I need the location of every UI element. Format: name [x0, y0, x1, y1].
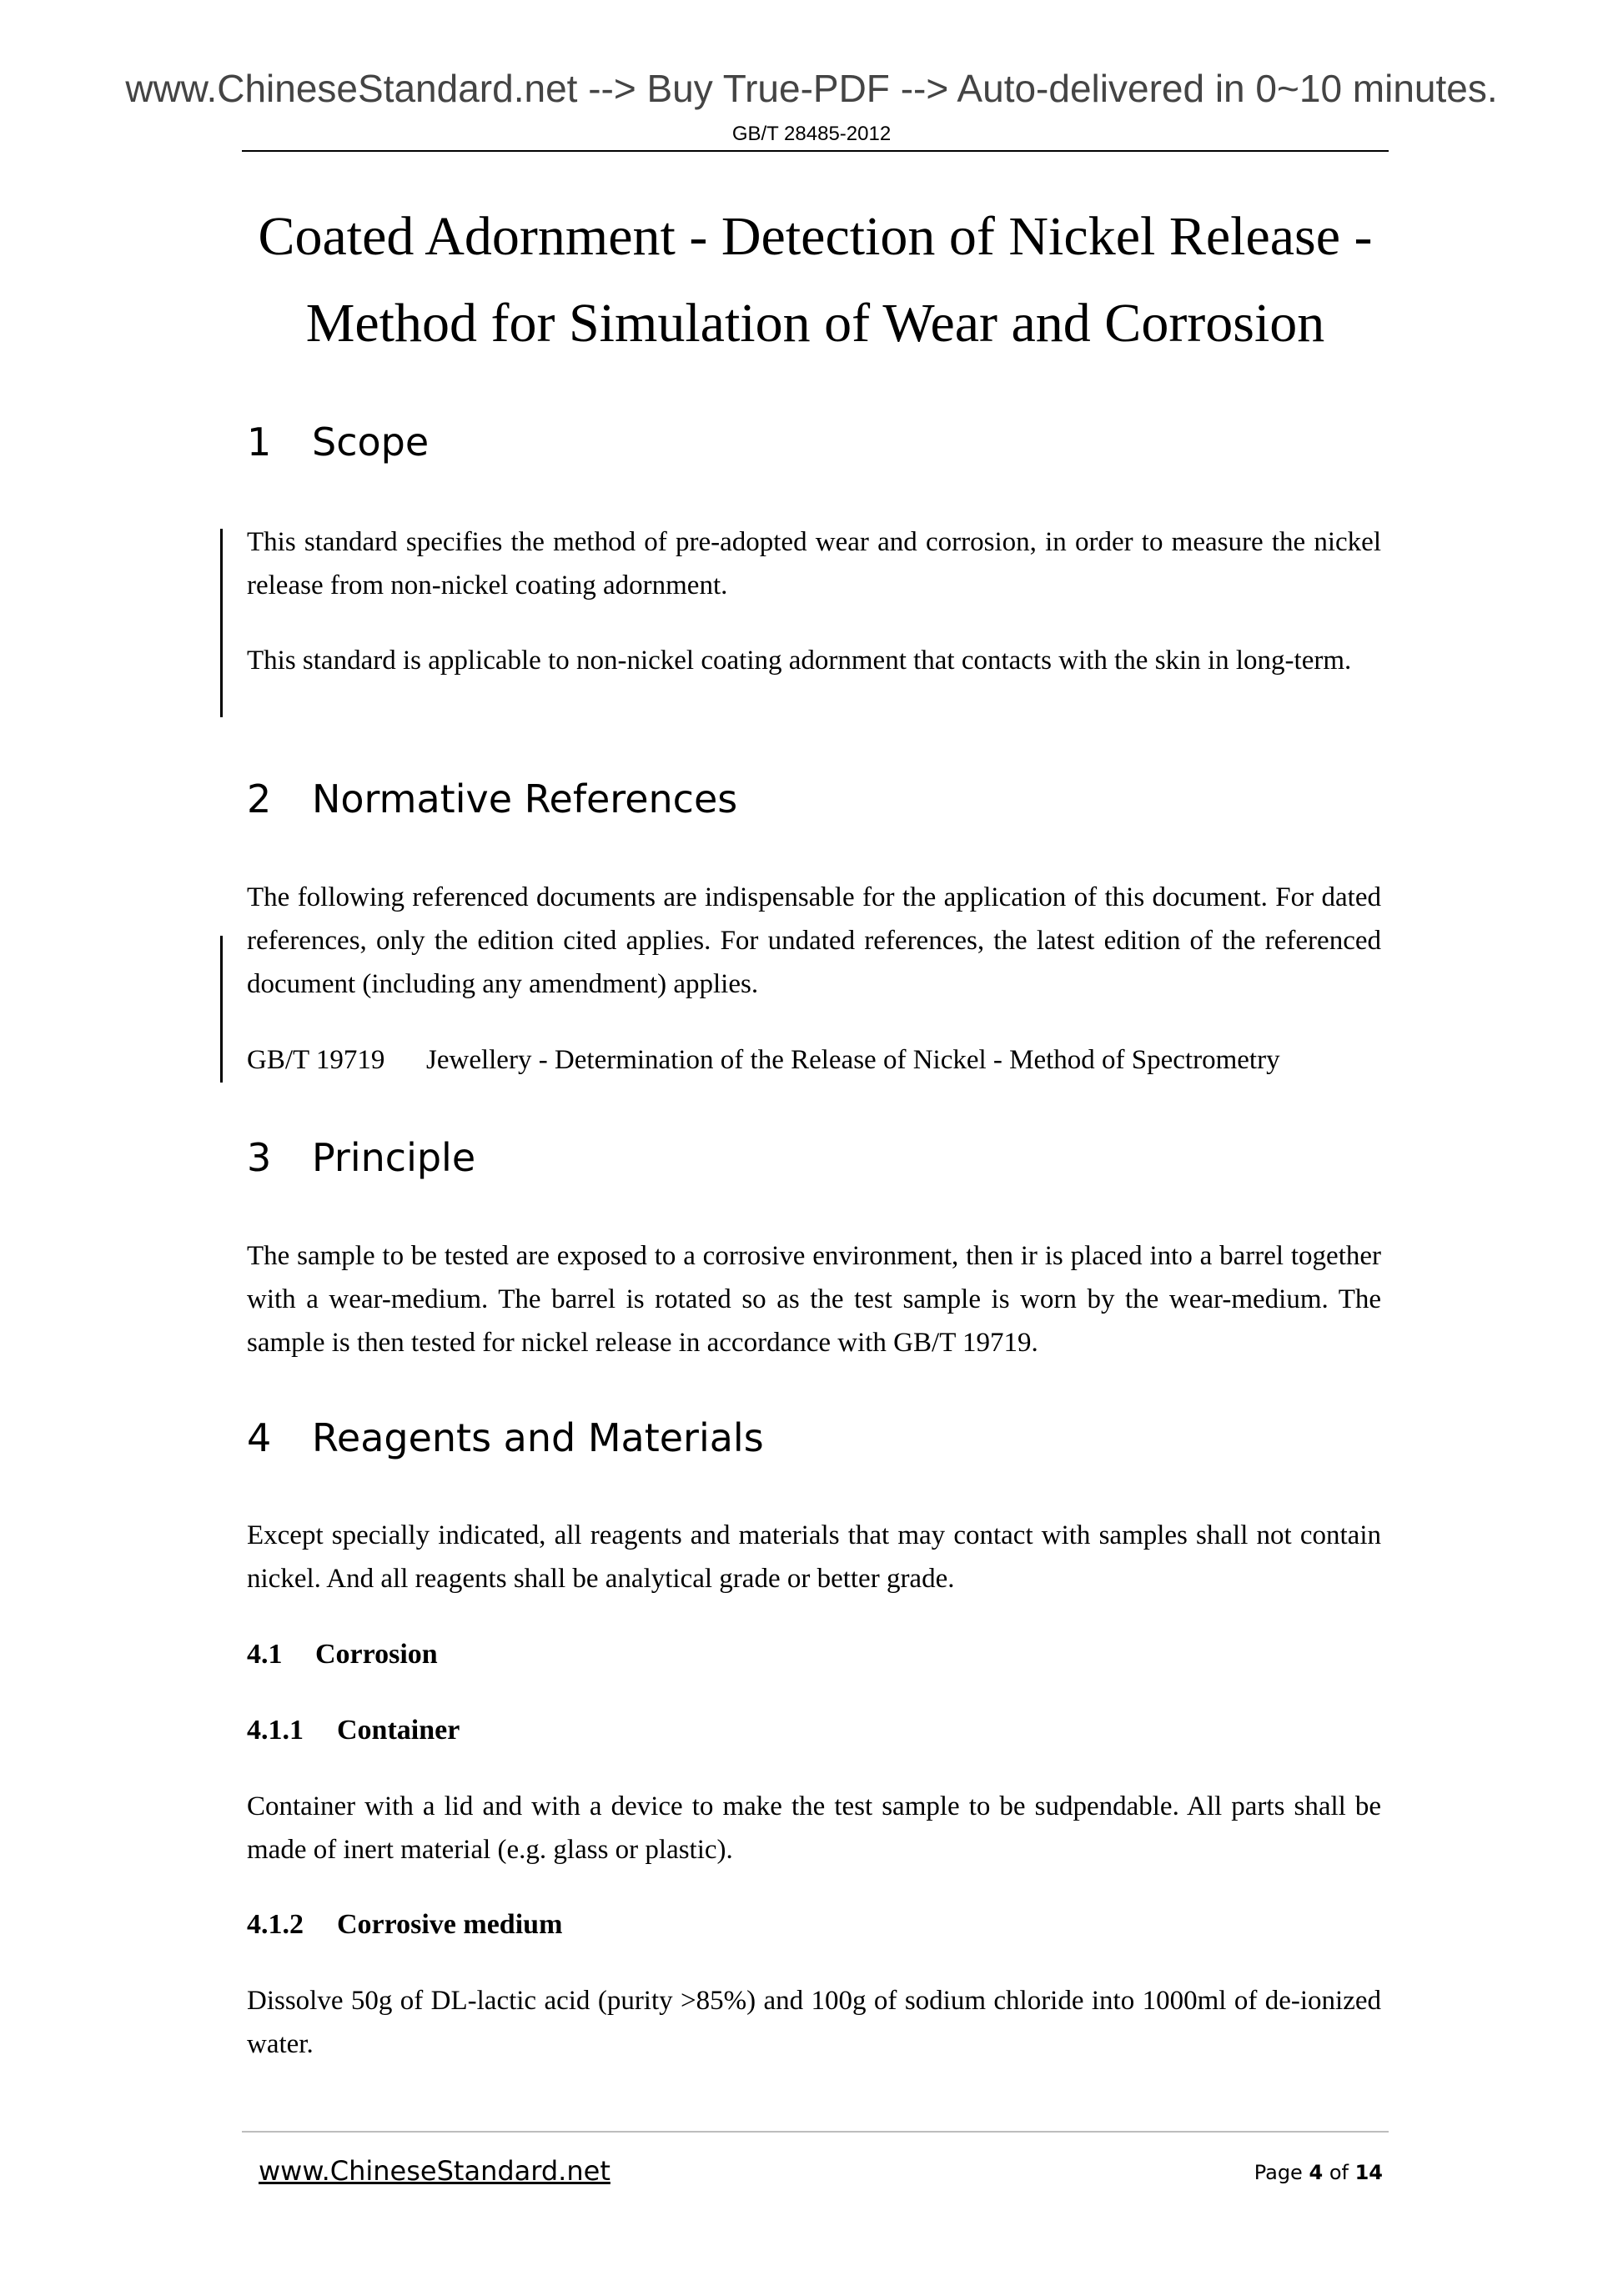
footer-divider [242, 2131, 1389, 2133]
standard-code: GB/T 28485-2012 [731, 123, 892, 145]
section-title: Normative References [312, 776, 738, 821]
reference-title: Jewellery - Determination of the Release of Nickel - Method of Spectrometry [426, 1045, 1280, 1075]
change-bar [220, 529, 223, 717]
section-number: 4 [247, 1415, 272, 1460]
section-number: 1 [247, 420, 272, 465]
subsection-title: Corrosive medium [337, 1909, 563, 1940]
section-number: 2 [247, 776, 272, 821]
page-current: 4 [1309, 2161, 1324, 2184]
promo-banner: www.ChineseStandard.net --> Buy True-PDF --> Auto-delivered in 0~10 minutes. [125, 67, 1498, 110]
subsection-number: 4.1.2 [247, 1909, 304, 1940]
change-bar [220, 936, 223, 1083]
subsection-title: Corrosion [315, 1639, 438, 1670]
footer-website-link[interactable]: www.ChineseStandard.net [259, 2155, 611, 2187]
reagents-paragraph: Except specially indicated, all reagents and materials that may contact with samples shall not contain nickel. And all reagents shall be analytical grade or better grade. [247, 1520, 1381, 1594]
subsection-number: 4.1 [247, 1639, 283, 1670]
title-line-1: Coated Adornment - Detection of Nickel Release - [258, 206, 1373, 267]
scope-paragraph-1: This standard specifies the method of pre-adopted wear and corrosion, in order to measure the nickel release from non-nickel coating adornment. [247, 527, 1381, 600]
principle-paragraph: The sample to be tested are exposed to a corrosive environment, then ir is placed into a barrel together with a wear-medium. The barrel is rotated so as the test sample is worn by the wear-medium. The sample is then tested for nickel release in accordance with GB/T 19719. [247, 1241, 1381, 1358]
subsection-number: 4.1.1 [247, 1715, 304, 1746]
page-total: 14 [1354, 2161, 1383, 2184]
page-label: Page [1254, 2161, 1303, 2184]
corrosive-medium-paragraph: Dissolve 50g of DL-lactic acid (purity >85%) and 100g of sodium chloride into 1000ml of de-ionized water. [247, 1986, 1381, 2059]
header-divider [242, 150, 1389, 152]
section-heading-reagents [247, 1413, 764, 1463]
page-of-label: of [1329, 2161, 1349, 2184]
container-paragraph: Container with a lid and with a device to make the test sample to be sudpendable. All parts shall be made of inert material (e.g. glass or plastic). [247, 1791, 1381, 1865]
subsection-heading-container [247, 1709, 460, 1752]
normative-paragraph: The following referenced documents are indispensable for the application of this document. For dated references, only the edition cited applies. For undated references, the latest edition of the referenced document (including any amendment) applies. [247, 882, 1381, 999]
title-line-2: Method for Simulation of Wear and Corrosion [305, 293, 1325, 354]
section-heading-scope [247, 417, 429, 467]
document-title [167, 193, 1464, 367]
section-heading-principle [247, 1133, 475, 1183]
section-title: Scope [312, 420, 430, 465]
subsection-heading-corrosion [247, 1633, 438, 1676]
subsection-heading-corrosive-medium [247, 1903, 562, 1947]
scope-paragraph-2: This standard is applicable to non-nickel coating adornment that contacts with the skin in long-term. [247, 646, 1352, 676]
section-title: Principle [312, 1135, 476, 1180]
reference-entry [247, 1038, 1414, 1082]
section-title: Reagents and Materials [312, 1415, 764, 1460]
section-heading-normative-references [247, 774, 737, 824]
reference-code: GB/T 19719 [247, 1045, 385, 1075]
section-number: 3 [247, 1135, 272, 1180]
page-number [1254, 2160, 1383, 2185]
subsection-title: Container [337, 1715, 460, 1746]
